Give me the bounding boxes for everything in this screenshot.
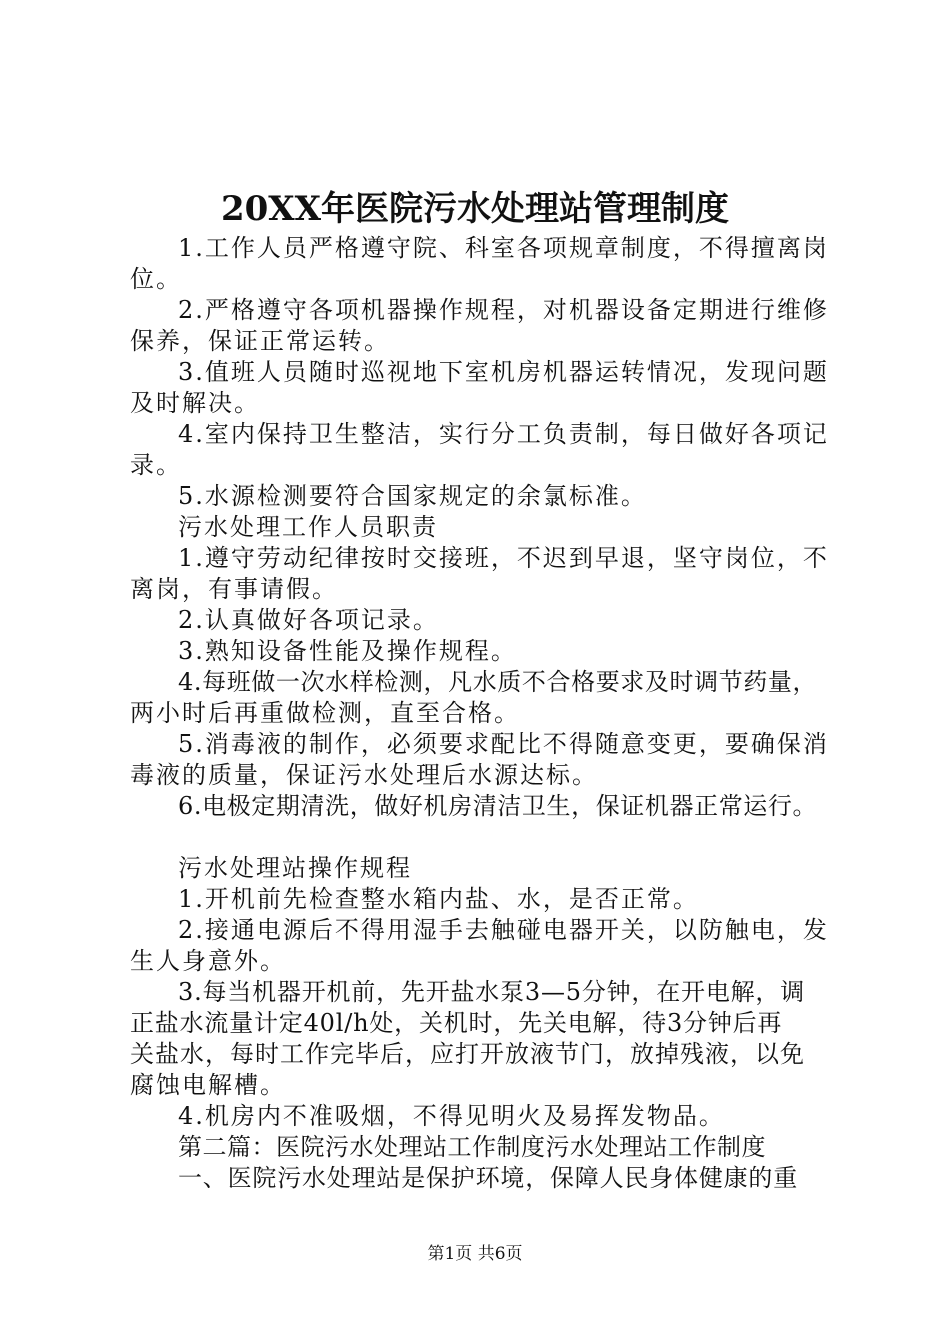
text-line: 2.接通电源后不得用湿手去触碰电器开关，以防触电，发 — [178, 916, 829, 944]
text-line: 正盐水流量计定40l/h处，关机时，先关电解，待3分钟后再 — [130, 1009, 783, 1037]
text-line: 腐蚀电解槽。 — [130, 1071, 286, 1099]
text-line: 1.遵守劳动纪律按时交接班，不迟到早退，坚守岗位，不 — [178, 544, 829, 572]
text-line: 关盐水，每时工作完毕后，应打开放液节门，放掉残液，以免 — [130, 1040, 805, 1068]
text-line: 毒液的质量，保证污水处理后水源达标。 — [130, 761, 598, 789]
text-line: 两小时后再重做检测，直至合格。 — [130, 699, 520, 727]
text-line: 4.室内保持卫生整洁，实行分工负责制，每日做好各项记 — [178, 420, 829, 448]
text-line: 3.每当机器开机前，先开盐水泵3—5分钟，在开电解，调 — [178, 978, 806, 1006]
document-title: 20XX年医院污水处理站管理制度 — [220, 189, 730, 229]
text-line: 生人身意外。 — [130, 947, 286, 975]
text-line: 保养，保证正常运转。 — [130, 327, 390, 355]
text-line: 离岗，有事请假。 — [130, 575, 338, 603]
blank-line — [130, 822, 836, 853]
text-line: 3.熟知设备性能及操作规程。 — [178, 637, 517, 665]
text-line: 3.值班人员随时巡视地下室机房机器运转情况，发现问题 — [178, 358, 829, 386]
section-heading: 污水处理站操作规程 — [178, 854, 412, 882]
text-line: 及时解决。 — [130, 389, 260, 417]
page-footer: 第1页 共6页 — [427, 1244, 523, 1264]
section-heading: 污水处理工作人员职责 — [178, 513, 438, 541]
text-line: 5.消毒液的制作，必须要求配比不得随意变更，要确保消 — [178, 730, 829, 758]
text-line: 位。 — [130, 265, 182, 293]
text-line: 2.认真做好各项记录。 — [178, 606, 439, 634]
text-line: 6.电极定期清洗，做好机房清洁卫生，保证机器正常运行。 — [178, 792, 818, 820]
text-line: 1.开机前先检查整水箱内盐、水，是否正常。 — [178, 885, 699, 913]
text-line: 4.机房内不准吸烟，不得见明火及易挥发物品。 — [178, 1102, 725, 1130]
section-heading: 第二篇：医院污水处理站工作制度污水处理站工作制度 — [178, 1133, 766, 1161]
text-line: 2.严格遵守各项机器操作规程，对机器设备定期进行维修 — [178, 296, 829, 324]
document-body — [130, 233, 836, 1194]
text-line: 录。 — [130, 451, 182, 479]
text-line: 5.水源检测要符合国家规定的余氯标准。 — [178, 482, 647, 510]
text-line: 4.每班做一次水样检测，凡水质不合格要求及时调节药量， — [178, 668, 818, 696]
text-line: 1.工作人员严格遵守院、科室各项规章制度，不得擅离岗 — [178, 234, 829, 262]
text-line: 一、医院污水处理站是保护环境，保障人民身体健康的重 — [178, 1164, 798, 1192]
